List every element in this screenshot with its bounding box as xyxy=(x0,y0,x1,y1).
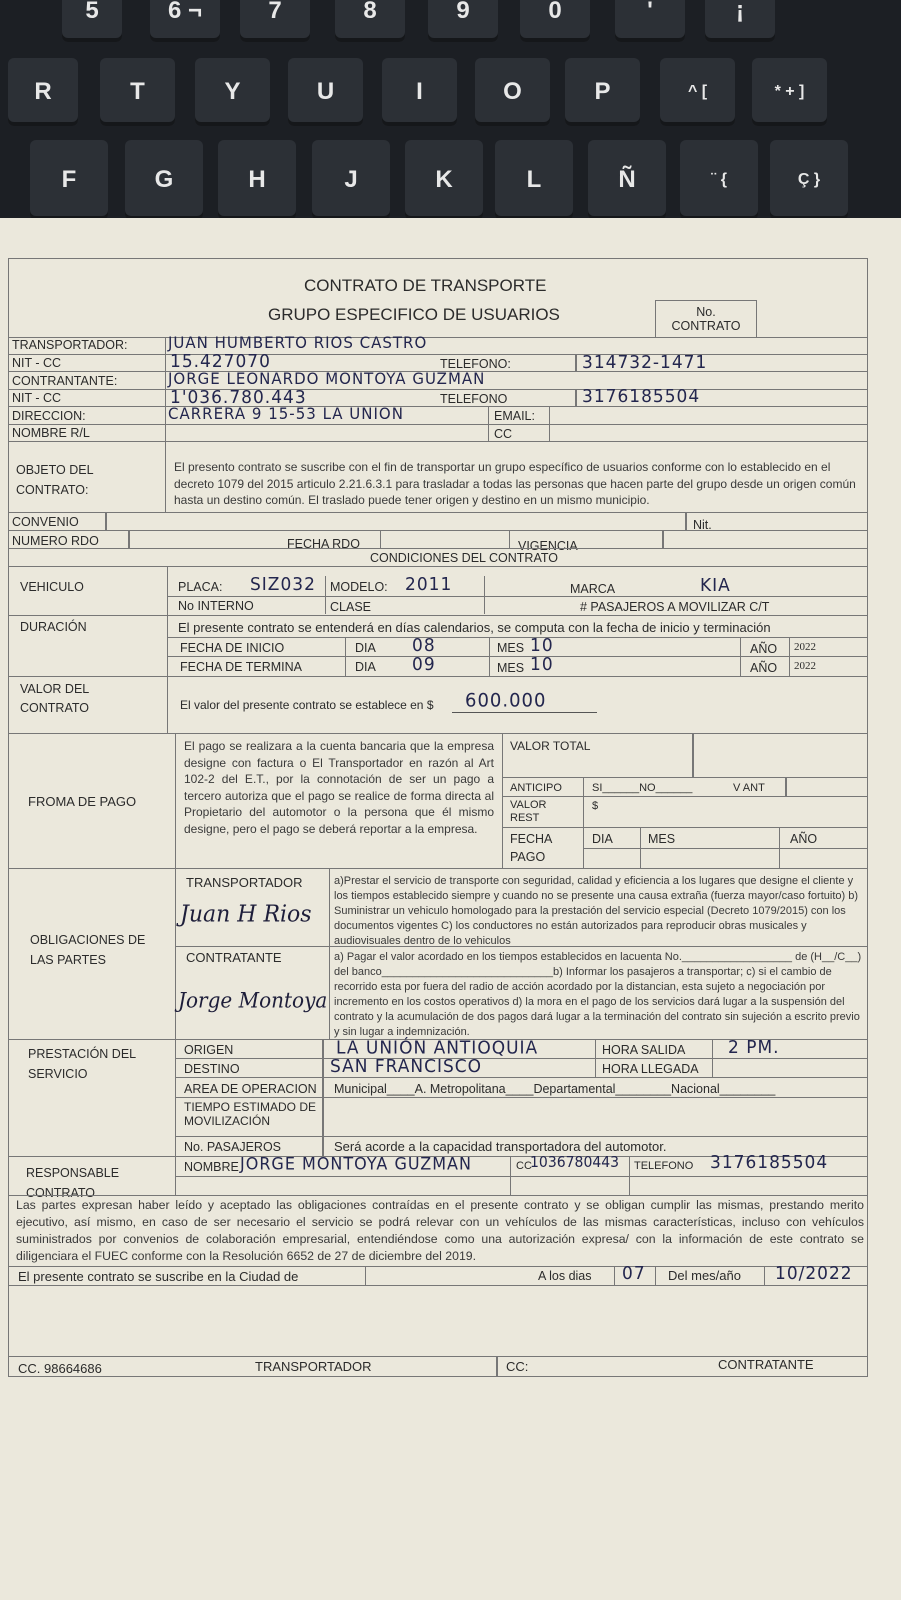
key: 5 xyxy=(62,0,122,42)
tel1-label: TELEFONO: xyxy=(440,357,511,371)
key: Ñ xyxy=(588,140,666,220)
pasajeros-label: # PASAJEROS A MOVILIZAR C/T xyxy=(580,600,770,614)
key: G xyxy=(125,140,203,220)
cc-transportador: CC. 98664686 xyxy=(18,1361,102,1376)
v-ant-label: V ANT xyxy=(733,782,765,794)
key: 7 xyxy=(240,0,310,42)
pago-label: FROMA DE PAGO xyxy=(28,794,137,809)
tel1-value[interactable]: 314732-1471 xyxy=(582,352,708,374)
key: 0 xyxy=(520,0,590,42)
vigencia-label: VIGENCIA xyxy=(518,539,578,553)
no-pasajeros-label: No. PASAJEROS xyxy=(184,1140,282,1154)
no-pasajeros-text: Será acorde a la capacidad transportadora del automotor. xyxy=(334,1139,667,1154)
key: Ç } xyxy=(770,140,848,220)
dias-value[interactable]: 07 xyxy=(622,1263,646,1285)
direccion-label: DIRECCION: xyxy=(12,409,86,423)
responsable-label: RESPONSABLE CONTRATO xyxy=(26,1166,120,1200)
ob-contratante-label: CONTRATANTE xyxy=(186,950,282,965)
tel2-label: TELEFONO xyxy=(440,392,508,406)
mes-label: MES xyxy=(648,832,676,846)
key: 8 xyxy=(335,0,405,42)
interno-label: No INTERNO xyxy=(178,599,254,613)
inicio-mes[interactable]: 10 xyxy=(530,635,554,657)
placa-label: PLACA: xyxy=(178,580,223,594)
divider xyxy=(662,530,664,548)
objeto-label: OBJETO DEL CONTRATO: xyxy=(16,463,94,497)
divider xyxy=(575,389,577,407)
nombre-rl-label: NOMBRE R/L xyxy=(12,426,90,440)
marca-label: MARCA xyxy=(570,582,616,596)
key: ^ [ xyxy=(660,58,735,126)
duracion-text: El presente contrato se entenderá en días calendarios, se computa con la fecha de inicio y terminación xyxy=(178,620,771,635)
hora-salida-label: HORA SALIDA xyxy=(602,1043,686,1057)
pago-text: El pago se realizara a la cuenta bancaria que la empresa designe con factura o El Transportador en razón al Art 102-2 del E.T., por la connotación de ser un pago a tercero autoriza que el pago se realice de forma directa al Propietario del automotor o la persona que él mismo designe, pero el pago se deberá reportar a la empresa. xyxy=(184,739,494,836)
firma-transportador: Juan H Rios xyxy=(180,901,312,928)
valor-value[interactable]: 600.000 xyxy=(465,689,547,712)
mes-label: MES xyxy=(497,641,525,655)
key: 9 xyxy=(428,0,498,42)
key: K xyxy=(405,140,483,220)
key: L xyxy=(495,140,573,220)
divider xyxy=(128,530,130,548)
valor-rest-label: VALOR REST xyxy=(510,799,547,824)
key: T xyxy=(100,58,175,126)
resp-tel-label: TELEFONO xyxy=(634,1160,694,1172)
vehiculo-label: VEHICULO xyxy=(20,580,84,594)
cc-label: CC xyxy=(494,427,513,441)
dia-label: DIA xyxy=(592,832,613,846)
destino-label: DESTINO xyxy=(184,1062,240,1076)
tel2-value[interactable]: 3176185504 xyxy=(582,386,701,408)
firma-contratante: Jorge Montoya xyxy=(178,987,328,1013)
area-options[interactable]: Municipal____A. Metropolitana____Departamental________Nacional________ xyxy=(334,1082,776,1096)
inicio-ano[interactable]: 2022 xyxy=(794,641,816,653)
nit1-value[interactable]: 15.427070 xyxy=(170,351,271,373)
contratante-label: CONTRANTANTE: xyxy=(12,374,118,388)
key: ¨ { xyxy=(680,140,758,220)
valor-underline xyxy=(452,712,597,713)
mes-label: MES xyxy=(497,661,525,675)
key: H xyxy=(218,140,296,220)
termina-mes[interactable]: 10 xyxy=(530,654,554,676)
key: Y xyxy=(195,58,270,126)
obligaciones-label: OBLIGACIONES DE LAS PARTES xyxy=(30,933,146,967)
divider xyxy=(785,777,787,797)
nit2-value[interactable]: 1'036.780.443 xyxy=(170,387,307,409)
cc-contratante: CC: xyxy=(506,1359,529,1374)
ano-label: AÑO xyxy=(750,661,778,675)
key: I xyxy=(382,58,457,126)
destino-value[interactable]: SAN FRANCISCO xyxy=(330,1056,483,1078)
keyboard-background xyxy=(0,0,901,225)
contratante-value[interactable]: JORGE LEONARDO MONTOYA GUZMAN xyxy=(168,369,486,389)
placa-value[interactable]: SIZ032 xyxy=(250,574,316,596)
objeto-text: El presento contrato se suscribe con el fin de transportar un grupo específico de usuarios conforme con lo establecido en el decreto 1079 del 2015 articulo 2.21.6.3.1 para trasladar a todas las personas que hacen parte del grupo desde un origen común hasta un destino común. El traslado puede tener origen y destino en un mismo municipio. xyxy=(174,460,856,507)
condiciones-title: CONDICIONES DEL CONTRATO xyxy=(370,551,558,565)
nit1-label: NIT - CC xyxy=(12,356,62,370)
form-subtitle: GRUPO ESPECIFICO DE USUARIOS xyxy=(268,305,560,324)
divider xyxy=(380,530,510,548)
key: ¡ xyxy=(705,0,775,42)
origen-label: ORIGEN xyxy=(184,1043,234,1057)
divider xyxy=(496,1356,498,1377)
marca-value[interactable]: KIA xyxy=(700,575,731,597)
ciudad-label: El presente contrato se suscribe en la Ciudad de xyxy=(18,1269,299,1284)
hora-salida-value[interactable]: 2 PM. xyxy=(728,1037,780,1059)
ob-transportador-label: TRANSPORTADOR xyxy=(186,875,303,890)
key: O xyxy=(475,58,550,126)
valor-total-label: VALOR TOTAL xyxy=(510,739,591,753)
convenio-label: CONVENIO xyxy=(12,515,79,529)
termina-ano[interactable]: 2022 xyxy=(794,660,816,672)
divider xyxy=(685,512,687,530)
transportador-label: TRANSPORTADOR: xyxy=(12,338,128,352)
key: ' xyxy=(615,0,685,42)
divider xyxy=(105,512,107,530)
anticipo-label: ANTICIPO xyxy=(510,782,562,794)
divider xyxy=(575,354,577,372)
ob-contratante-text: a) Pagar el valor acordado en los tiempos establecidos en lacuenta No.__________________ de (H__/C__) del banco____________________________b) Informar los pasajeros a transportar; c) si el cambio de recorrido esta por fuera del radio de acción acordado por la distancian, esta sujeto a negociación por incremento en los costos operativos d) la mora en el pago de los servicios dará lugar a la suspensión del contrato y la acumulación de dos pagos dará lugar a la terminación del contrato sin sujeción a escrito previo y sin lugar a indemnización. xyxy=(334,951,862,1038)
transportador-value[interactable]: JUAN HUMBERTO RIOS CASTRO xyxy=(168,333,428,353)
mes-ano-value[interactable]: 10/2022 xyxy=(775,1263,853,1285)
key: J xyxy=(312,140,390,220)
mes-ano-label: Del mes/año xyxy=(668,1268,741,1283)
key: F xyxy=(30,140,108,220)
ano-label: AÑO xyxy=(790,832,818,846)
row-line xyxy=(176,1058,868,1078)
sig-contratante-label: CONTRATANTE xyxy=(718,1357,814,1372)
duracion-label: DURACIÓN xyxy=(20,620,87,634)
area-label: AREA DE OPERACION xyxy=(184,1082,317,1096)
clausula-text: Las partes expresan haber leído y aceptado las obligaciones contraídas en el presente contrato y se obligan cumplir las mismas, prestando merito ejecutivo, así mismo, en caso de ser necesario el servicio se podrá relevar con un vehículos de las mismas características, incluso con vehículos suministrados por convenios de colaboración empresarial, entendiéndose como una autorización expresa/ con la información de este contrato se diligenciara el FUEC conforme con la Resolución 6652 de 27 de diciembre del 2019. xyxy=(16,1198,864,1263)
prestacion-label: PRESTACIÓN DEL SERVICIO xyxy=(28,1047,136,1081)
modelo-value[interactable]: 2011 xyxy=(405,574,453,596)
numero-rdo-label: NUMERO RDO xyxy=(12,534,99,548)
key: P xyxy=(565,58,640,126)
nombre-label: NOMBRE xyxy=(184,1160,239,1174)
si-no-field[interactable]: SI______NO______ xyxy=(592,782,693,794)
responsable-value[interactable]: JORGE MONTOYA GUZMAN xyxy=(240,1153,472,1174)
divider xyxy=(692,733,694,777)
origen-value[interactable]: LA UNIÓN ANTIOQUIA xyxy=(336,1037,539,1059)
inicio-label: FECHA DE INICIO xyxy=(180,641,285,655)
hora-llegada-label: HORA LLEGADA xyxy=(602,1062,699,1076)
ob-transportador-text: a)Prestar el servicio de transporte con seguridad, calidad y eficiencia a los lugares que designe el cliente y los tiempos establecido siempre y cuando no se presente una causa extraña (fuerza mayor/caso fortuito) b) Suministrar un vehiculo homologado para la prestación del servicio especial (Decreto 1079/2015) con los documentos vigentes C) los conductores no están autorizados para reproducir obras musicales y audiovisuales dentro de lo vehiculos xyxy=(334,875,858,947)
termina-label: FECHA DE TERMINA xyxy=(180,660,303,674)
termina-dia[interactable]: 09 xyxy=(412,654,436,676)
inicio-dia[interactable]: 08 xyxy=(412,635,436,657)
dias-label: A los dias xyxy=(538,1269,592,1283)
nit2-label: NIT - CC xyxy=(12,391,62,405)
key: * + ] xyxy=(752,58,827,126)
email-label: EMAIL: xyxy=(494,409,535,423)
resp-tel-value[interactable]: 3176185504 xyxy=(710,1152,829,1174)
ano-label: AÑO xyxy=(750,642,778,656)
dia-label: DIA xyxy=(355,641,376,655)
valor-text: El valor del presente contrato se establece en $ xyxy=(180,698,434,712)
sig-transportador-label: TRANSPORTADOR xyxy=(255,1359,372,1374)
direccion-value[interactable]: CARRERA 9 15-53 LA UNION xyxy=(168,404,404,424)
dia-label: DIA xyxy=(355,660,376,674)
modelo-label: MODELO: xyxy=(330,580,388,594)
row-line xyxy=(168,596,868,597)
clase-label: CLASE xyxy=(330,600,371,614)
divider xyxy=(322,1039,324,1157)
row-line xyxy=(8,424,868,425)
fecha-pago-label: FECHA PAGO xyxy=(510,832,552,864)
tiempo-label: TIEMPO ESTIMADO DE MOVILIZACIÓN xyxy=(184,1100,317,1128)
no-contrato-label: No. CONTRATO xyxy=(671,305,741,334)
key: U xyxy=(288,58,363,126)
resp-cc-label: CC xyxy=(516,1160,532,1172)
form-title: CONTRATO DE TRANSPORTE xyxy=(304,276,547,295)
fecha-rdo-label: FECHA RDO xyxy=(287,537,360,551)
nit-label: Nit. xyxy=(693,518,712,532)
dollar-sign: $ xyxy=(592,800,599,812)
valor-label: VALOR DEL CONTRATO xyxy=(20,682,89,715)
resp-cc-value[interactable]: 1036780443 xyxy=(530,1154,620,1172)
key: 6 ¬ xyxy=(150,0,220,42)
row-line xyxy=(8,386,868,408)
key: R xyxy=(8,58,78,126)
